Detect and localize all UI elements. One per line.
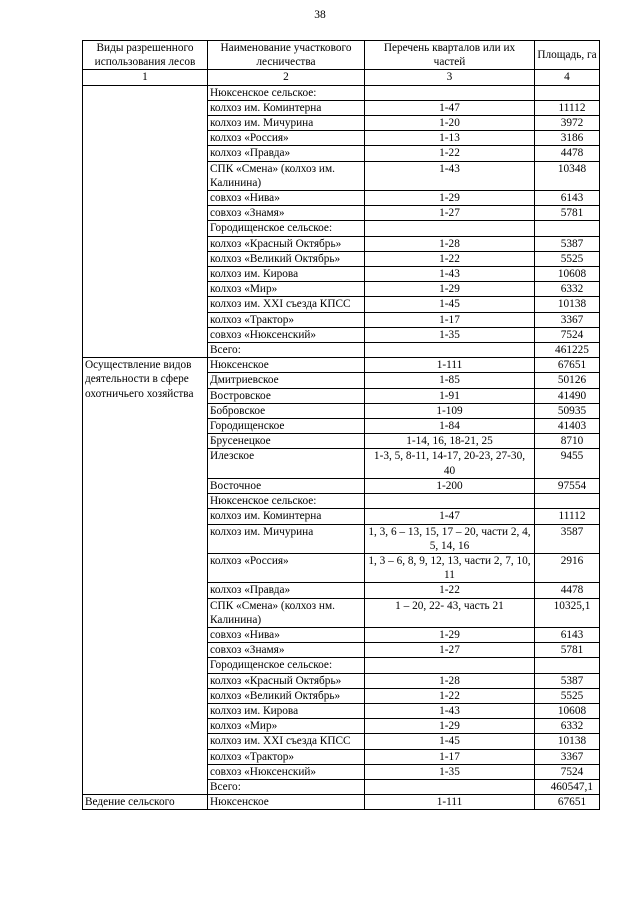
area-cell bbox=[535, 627, 600, 642]
quarters-cell: 1-29 bbox=[365, 719, 535, 734]
area-cell bbox=[535, 282, 600, 297]
forestry-name-cell: колхоз «Правда» bbox=[208, 583, 365, 598]
quarters-cell: 1-43 bbox=[365, 267, 535, 282]
area-cell bbox=[535, 494, 600, 509]
forestry-name-cell: колхоз им. Мичурина bbox=[208, 116, 365, 131]
forestry-name-cell: Востровское bbox=[208, 388, 365, 403]
header-forestry-name: Наименование участкового лесничества bbox=[208, 41, 365, 70]
area-cell bbox=[535, 673, 600, 688]
area-value: 6332 bbox=[560, 283, 584, 296]
area-cell bbox=[535, 449, 600, 478]
forestry-name-cell: Брусенецкое bbox=[208, 434, 365, 449]
area-cell bbox=[535, 312, 600, 327]
area-cell bbox=[535, 85, 600, 100]
forestry-name-cell: совхоз «Нюксенский» bbox=[208, 764, 365, 779]
forestry-name-cell: колхоз «Правда» bbox=[208, 146, 365, 161]
quarters-cell: 1-13 bbox=[365, 131, 535, 146]
area-cell bbox=[535, 764, 600, 779]
table-body bbox=[83, 85, 600, 810]
forestry-name-cell: Городищенское bbox=[208, 419, 365, 434]
forestry-name-cell: Бобровское bbox=[208, 403, 365, 418]
area-value: 10325,1 bbox=[553, 599, 591, 612]
area-cell bbox=[535, 161, 600, 190]
page-number: 38 bbox=[314, 9, 326, 21]
forestry-name-cell: Нюксенское сельское: bbox=[208, 494, 365, 509]
area-cell bbox=[535, 719, 600, 734]
area-cell bbox=[535, 703, 600, 718]
quarters-cell: 1-29 bbox=[365, 191, 535, 206]
area-value: 10348 bbox=[557, 162, 587, 175]
area-cell bbox=[535, 658, 600, 673]
forestry-name-cell: совхоз «Знамя» bbox=[208, 643, 365, 658]
quarters-cell: 1-20 bbox=[365, 116, 535, 131]
area-cell bbox=[535, 643, 600, 658]
quarters-cell: 1-111 bbox=[365, 358, 535, 373]
forestry-name-cell: колхоз им. Коминтерна bbox=[208, 100, 365, 115]
quarters-cell: 1-47 bbox=[365, 100, 535, 115]
area-cell bbox=[535, 419, 600, 434]
use-type-cell bbox=[83, 85, 208, 358]
quarters-cell bbox=[365, 85, 535, 100]
forestry-name-cell: Городищенское сельское: bbox=[208, 221, 365, 236]
forest-use-table bbox=[82, 40, 600, 810]
area-value: 461225 bbox=[555, 344, 589, 357]
area-cell bbox=[535, 191, 600, 206]
table-row bbox=[83, 795, 600, 810]
area-value: 3972 bbox=[560, 117, 584, 130]
quarters-cell: 1-45 bbox=[365, 734, 535, 749]
area-cell bbox=[535, 251, 600, 266]
area-cell bbox=[535, 267, 600, 282]
quarters-cell: 1-45 bbox=[365, 297, 535, 312]
area-value: 3587 bbox=[560, 525, 584, 538]
use-type-cell: Ведение сельского bbox=[83, 795, 208, 810]
area-cell bbox=[535, 795, 600, 810]
area-value: 6143 bbox=[560, 192, 584, 205]
table-row bbox=[83, 358, 600, 373]
forestry-name-cell: колхоз «Красный Октябрь» bbox=[208, 236, 365, 251]
forestry-name-cell: колхоз «Красный Октябрь» bbox=[208, 673, 365, 688]
area-value: 3367 bbox=[560, 750, 584, 763]
quarters-cell bbox=[365, 343, 535, 358]
area-cell bbox=[535, 327, 600, 342]
area-cell bbox=[535, 779, 600, 794]
quarters-cell bbox=[365, 221, 535, 236]
area-cell bbox=[535, 358, 600, 373]
quarters-cell: 1-29 bbox=[365, 282, 535, 297]
forestry-name-cell: совхоз «Нива» bbox=[208, 191, 365, 206]
area-value: 41403 bbox=[557, 420, 587, 433]
forestry-name-cell: Нюксенское bbox=[208, 795, 365, 810]
area-cell bbox=[535, 688, 600, 703]
area-value: 5525 bbox=[560, 689, 584, 702]
area-value: 10608 bbox=[557, 268, 587, 281]
quarters-cell: 1-22 bbox=[365, 688, 535, 703]
quarters-cell: 1-3, 5, 8-11, 14-17, 20-23, 27-30, 40 bbox=[365, 449, 535, 478]
column-number: 3 bbox=[365, 70, 535, 85]
quarters-cell bbox=[365, 779, 535, 794]
area-value: 2916 bbox=[560, 554, 584, 567]
header-area: Площадь, га bbox=[535, 41, 600, 70]
forestry-name-cell: Восточное bbox=[208, 478, 365, 493]
area-value: 9455 bbox=[560, 450, 584, 463]
forestry-name-cell: колхоз им. Кирова bbox=[208, 267, 365, 282]
area-value: 11112 bbox=[558, 510, 586, 523]
quarters-cell: 1-28 bbox=[365, 673, 535, 688]
area-value: 6332 bbox=[560, 720, 584, 733]
area-value: 5525 bbox=[560, 252, 584, 265]
area-cell bbox=[535, 373, 600, 388]
area-value: 7524 bbox=[560, 765, 584, 778]
area-cell bbox=[535, 434, 600, 449]
area-value: 8710 bbox=[560, 435, 584, 448]
quarters-cell: 1, 3 – 6, 8, 9, 12, 13, части 2, 7, 10, 11 bbox=[365, 553, 535, 582]
quarters-cell: 1-27 bbox=[365, 206, 535, 221]
quarters-cell: 1-22 bbox=[365, 251, 535, 266]
area-cell bbox=[535, 749, 600, 764]
area-cell bbox=[535, 524, 600, 553]
area-value: 4478 bbox=[560, 147, 584, 160]
forestry-name-cell: колхоз «Великий Октябрь» bbox=[208, 688, 365, 703]
area-value: 10608 bbox=[557, 704, 587, 717]
area-cell bbox=[535, 100, 600, 115]
forestry-name-cell: Нюксенское bbox=[208, 358, 365, 373]
area-cell bbox=[535, 297, 600, 312]
forestry-name-cell: Дмитриевское bbox=[208, 373, 365, 388]
quarters-cell: 1-27 bbox=[365, 643, 535, 658]
forestry-name-cell: колхоз «Трактор» bbox=[208, 749, 365, 764]
quarters-cell bbox=[365, 658, 535, 673]
area-cell bbox=[535, 343, 600, 358]
forestry-name-cell: колхоз «Мир» bbox=[208, 719, 365, 734]
forestry-name-cell: совхоз «Нюксенский» bbox=[208, 327, 365, 342]
area-value: 67651 bbox=[557, 359, 587, 372]
area-cell bbox=[535, 553, 600, 582]
area-value: 67651 bbox=[557, 796, 587, 809]
quarters-cell: 1-28 bbox=[365, 236, 535, 251]
quarters-cell: 1-43 bbox=[365, 161, 535, 190]
forestry-name-cell: колхоз им. XXI съезда КПСС bbox=[208, 734, 365, 749]
area-cell bbox=[535, 236, 600, 251]
forestry-name-cell: колхоз «Великий Октябрь» bbox=[208, 251, 365, 266]
forestry-name-cell: колхоз им. Мичурина bbox=[208, 524, 365, 553]
area-value: 10138 bbox=[557, 735, 587, 748]
quarters-cell: 1-14, 16, 18-21, 25 bbox=[365, 434, 535, 449]
quarters-cell: 1-43 bbox=[365, 703, 535, 718]
quarters-cell: 1-17 bbox=[365, 312, 535, 327]
area-cell bbox=[535, 598, 600, 627]
area-cell bbox=[535, 206, 600, 221]
quarters-cell: 1-17 bbox=[365, 749, 535, 764]
area-value: 5781 bbox=[560, 644, 584, 657]
quarters-cell: 1 – 20, 22- 43, часть 21 bbox=[365, 598, 535, 627]
area-value: 10138 bbox=[557, 298, 587, 311]
area-cell bbox=[535, 116, 600, 131]
quarters-cell: 1-35 bbox=[365, 327, 535, 342]
quarters-cell: 1-200 bbox=[365, 478, 535, 493]
area-value: 97554 bbox=[557, 479, 587, 492]
forestry-name-cell: колхоз им. Коминтерна bbox=[208, 509, 365, 524]
area-value: 6143 bbox=[560, 628, 584, 641]
forestry-name-cell: колхоз «Россия» bbox=[208, 131, 365, 146]
table-row bbox=[83, 85, 600, 100]
quarters-cell: 1-47 bbox=[365, 509, 535, 524]
forestry-name-cell: колхоз «Мир» bbox=[208, 282, 365, 297]
area-value: 11112 bbox=[558, 101, 586, 114]
area-value: 460547,1 bbox=[550, 780, 593, 793]
column-number-row bbox=[83, 70, 600, 85]
area-value: 3367 bbox=[560, 313, 584, 326]
column-number: 4 bbox=[535, 70, 600, 85]
area-value: 7524 bbox=[560, 328, 584, 341]
forestry-name-cell: СПК «Смена» (колхоз нм. Калинина) bbox=[208, 598, 365, 627]
quarters-cell bbox=[365, 494, 535, 509]
area-cell bbox=[535, 478, 600, 493]
area-cell bbox=[535, 403, 600, 418]
column-number: 1 bbox=[83, 70, 208, 85]
area-value: 5387 bbox=[560, 237, 584, 250]
forestry-name-cell: колхоз «Россия» bbox=[208, 553, 365, 582]
area-value: 4478 bbox=[560, 584, 584, 597]
forestry-name-cell: колхоз им. Кирова bbox=[208, 703, 365, 718]
area-cell bbox=[535, 509, 600, 524]
area-cell bbox=[535, 734, 600, 749]
area-value: 5387 bbox=[560, 674, 584, 687]
area-cell bbox=[535, 146, 600, 161]
forestry-name-cell: Городищенское сельское: bbox=[208, 658, 365, 673]
forestry-name-cell: колхоз «Трактор» bbox=[208, 312, 365, 327]
header-use-type: Виды разрешенного использования лесов bbox=[83, 41, 208, 70]
forestry-name-cell: Илезское bbox=[208, 449, 365, 478]
header-row bbox=[83, 41, 600, 70]
quarters-cell: 1, 3, 6 – 13, 15, 17 – 20, части 2, 4, 5, 14, 16 bbox=[365, 524, 535, 553]
forestry-name-cell: совхоз «Нива» bbox=[208, 627, 365, 642]
forestry-name-cell: Всего: bbox=[208, 343, 365, 358]
quarters-cell: 1-109 bbox=[365, 403, 535, 418]
quarters-cell: 1-22 bbox=[365, 583, 535, 598]
area-value: 41490 bbox=[557, 389, 587, 402]
area-cell bbox=[535, 221, 600, 236]
forestry-name-cell: совхоз «Знамя» bbox=[208, 206, 365, 221]
area-cell bbox=[535, 583, 600, 598]
area-cell bbox=[535, 131, 600, 146]
use-type-cell: Осуществление видов деятельности в сфере охотничьего хозяйства bbox=[83, 358, 208, 795]
forestry-name-cell: Нюксенское сельское: bbox=[208, 85, 365, 100]
area-cell bbox=[535, 388, 600, 403]
area-value: 3186 bbox=[560, 132, 584, 145]
forestry-name-cell: Всего: bbox=[208, 779, 365, 794]
quarters-cell: 1-85 bbox=[365, 373, 535, 388]
header-quarters: Перечень кварталов или их частей bbox=[365, 41, 535, 70]
quarters-cell: 1-111 bbox=[365, 795, 535, 810]
quarters-cell: 1-29 bbox=[365, 627, 535, 642]
area-value: 50126 bbox=[557, 374, 587, 387]
forestry-name-cell: колхоз им. XXI съезда КПСС bbox=[208, 297, 365, 312]
quarters-cell: 1-84 bbox=[365, 419, 535, 434]
area-value: 5781 bbox=[560, 207, 584, 220]
quarters-cell: 1-35 bbox=[365, 764, 535, 779]
area-value: 50935 bbox=[557, 404, 587, 417]
column-number: 2 bbox=[208, 70, 365, 85]
quarters-cell: 1-22 bbox=[365, 146, 535, 161]
forestry-name-cell: СПК «Смена» (колхоз им. Калинина) bbox=[208, 161, 365, 190]
quarters-cell: 1-91 bbox=[365, 388, 535, 403]
